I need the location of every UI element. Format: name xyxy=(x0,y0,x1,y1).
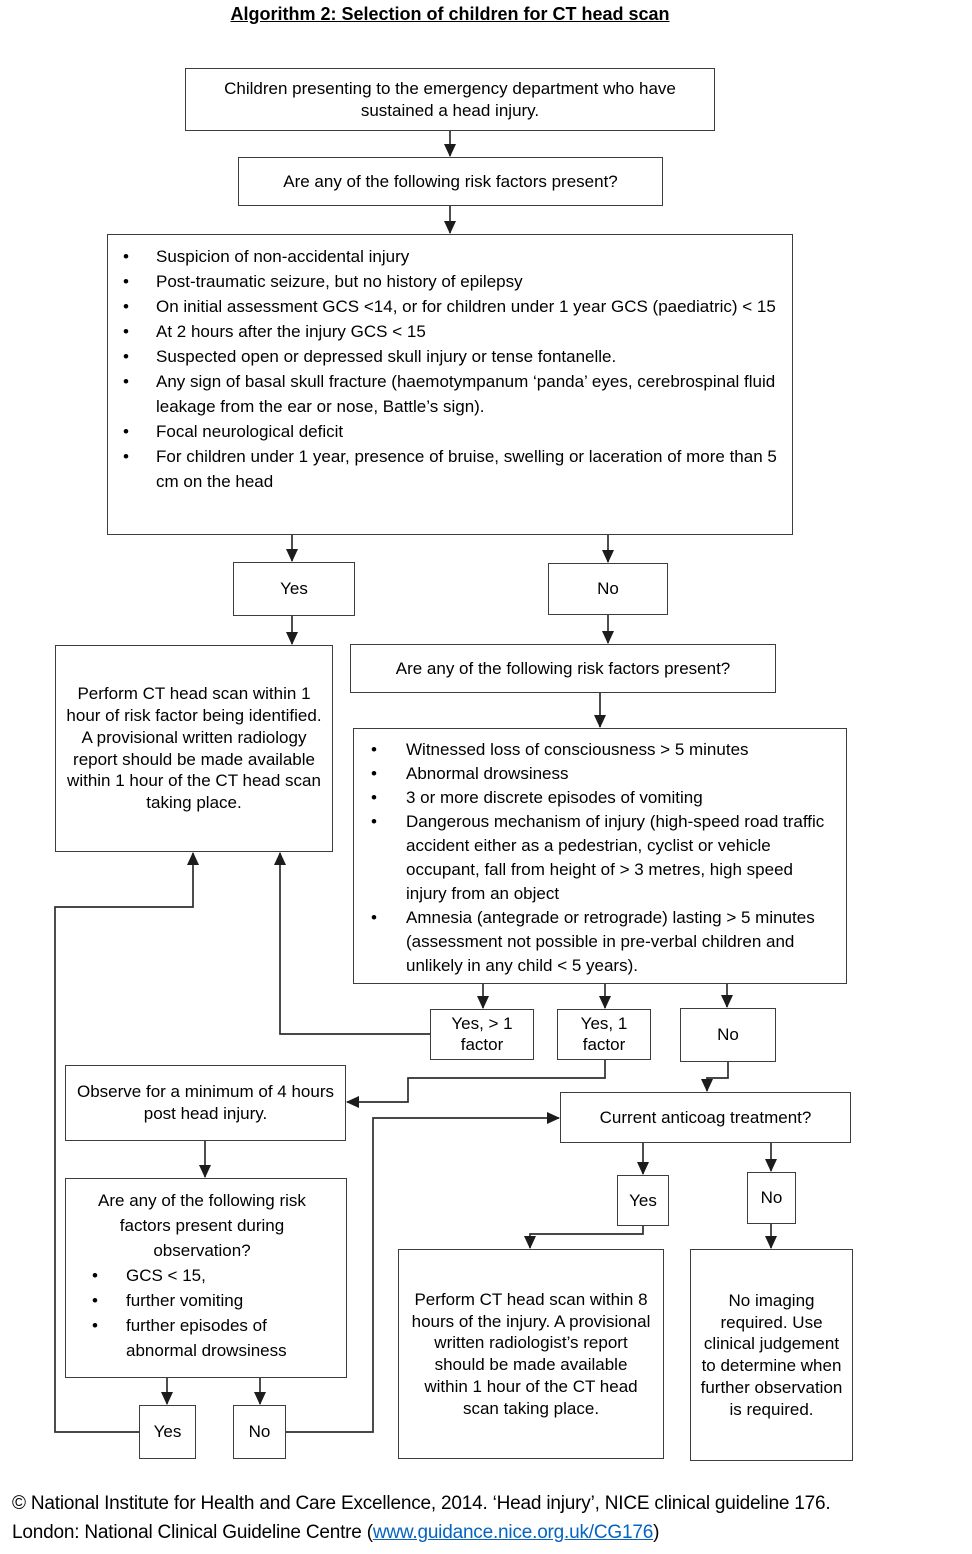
node-observation-no: No xyxy=(233,1405,286,1459)
list-item: • Suspicion of non-accidental injury xyxy=(108,244,784,269)
bullet-icon xyxy=(108,294,156,319)
node-question-risk2: Are any of the following risk factors present? xyxy=(350,644,776,693)
list-item: • further episodes of abnormal drowsiness xyxy=(66,1313,338,1363)
node-question-risk1: Are any of the following risk factors present? xyxy=(238,157,663,206)
bullet-icon xyxy=(354,762,406,786)
node-anticoag-yes: Yes xyxy=(617,1175,669,1226)
list-item: • Abnormal drowsiness xyxy=(354,762,838,786)
list-item: • At 2 hours after the injury GCS < 15 xyxy=(108,319,784,344)
node-observe-4-hours: Observe for a minimum of 4 hours post head injury. xyxy=(65,1065,346,1141)
node-yes-multiple-factors: Yes, > 1 factor xyxy=(430,1009,534,1060)
list-item: • Any sign of basal skull fracture (haemotympanum ‘panda’ eyes, cerebrospinal fluid leakage from the ear or nose, Battle’s sign). xyxy=(108,369,784,419)
node-risk-list-2 xyxy=(353,728,847,984)
node-ct-within-1-hour: Perform CT head scan within 1 hour of risk factor being identified. A provisional written radiology report should be made available within 1 hour of the CT head scan taking place. xyxy=(55,645,333,852)
list-item: • Witnessed loss of consciousness > 5 minutes xyxy=(354,738,838,762)
page-title: Algorithm 2: Selection of children for CT head scan xyxy=(230,4,670,24)
list-item: • Amnesia (antegrade or retrograde) lasting > 5 minutes (assessment not possible in pre-verbal children and unlikely in any child < 5 years). xyxy=(354,906,838,978)
observation-question-text: Are any of the following risk factors present during observation? xyxy=(98,1191,306,1260)
node-no-2: No xyxy=(680,1008,776,1062)
node-risk-list-1 xyxy=(107,234,793,535)
footer-line-1: © National Institute for Health and Care Excellence, 2014. ‘Head injury’, NICE clinical guideline 176. xyxy=(12,1493,831,1514)
node-anticoag-question: Current anticoag treatment? xyxy=(560,1092,851,1143)
bullet-icon xyxy=(354,738,406,762)
bullet-icon xyxy=(108,419,156,444)
bullet-icon xyxy=(66,1313,126,1363)
node-no-imaging: No imaging required. Use clinical judgement to determine when further observation is required. xyxy=(690,1249,853,1461)
list-item: • 3 or more discrete episodes of vomiting xyxy=(354,786,838,810)
node-yes-one-factor: Yes, 1 factor xyxy=(557,1009,651,1060)
node-observation-question xyxy=(65,1178,347,1378)
bullet-icon xyxy=(354,786,406,810)
node-ct-within-8-hours: Perform CT head scan within 8 hours of the injury. A provisional written radiologist’s report should be made available within 1 hour of the CT head scan taking place. xyxy=(398,1249,664,1459)
list-item: • Post-traumatic seizure, but no history of epilepsy xyxy=(108,269,784,294)
connector-no2-to-anticoag xyxy=(707,1062,728,1091)
footer-citation xyxy=(12,1489,968,1548)
node-observation-yes: Yes xyxy=(139,1405,196,1459)
bullet-icon xyxy=(108,319,156,344)
bullet-icon xyxy=(354,906,406,978)
bullet-icon xyxy=(66,1288,126,1313)
node-anticoag-no: No xyxy=(747,1172,796,1224)
bullet-icon xyxy=(108,244,156,269)
node-no-1: No xyxy=(548,563,668,615)
list-item: • further vomiting xyxy=(66,1288,338,1313)
footer-line-2: London: National Clinical Guideline Centre (www.guidance.nice.org.uk/CG176) xyxy=(12,1522,660,1544)
bullet-icon xyxy=(108,269,156,294)
list-item: • For children under 1 year, presence of bruise, swelling or laceration of more than 5 cm on the head xyxy=(108,444,784,494)
node-yes-1: Yes xyxy=(233,562,355,616)
bullet-icon xyxy=(66,1263,126,1288)
list-item: • Suspected open or depressed skull injury or tense fontanelle. xyxy=(108,344,784,369)
bullet-icon xyxy=(108,444,156,494)
bullet-icon xyxy=(354,810,406,906)
list-item: • Dangerous mechanism of injury (high-speed road traffic accident either as a pedestrian, cyclist or vehicle occupant, fall from height of > 3 metres, high speed injury from an object xyxy=(354,810,838,906)
bullet-icon xyxy=(108,369,156,419)
list-item: • Focal neurological deficit xyxy=(108,419,784,444)
list-item: • On initial assessment GCS <14, or for children under 1 year GCS (paediatric) < 15 xyxy=(108,294,784,319)
guideline-link[interactable]: www.guidance.nice.org.uk/CG176 xyxy=(372,1522,654,1544)
bullet-icon xyxy=(108,344,156,369)
node-start: Children presenting to the emergency department who have sustained a head injury. xyxy=(185,68,715,131)
list-item: • GCS < 15, xyxy=(66,1263,338,1288)
connector-anticoagyes-to-ct8h xyxy=(530,1226,643,1248)
